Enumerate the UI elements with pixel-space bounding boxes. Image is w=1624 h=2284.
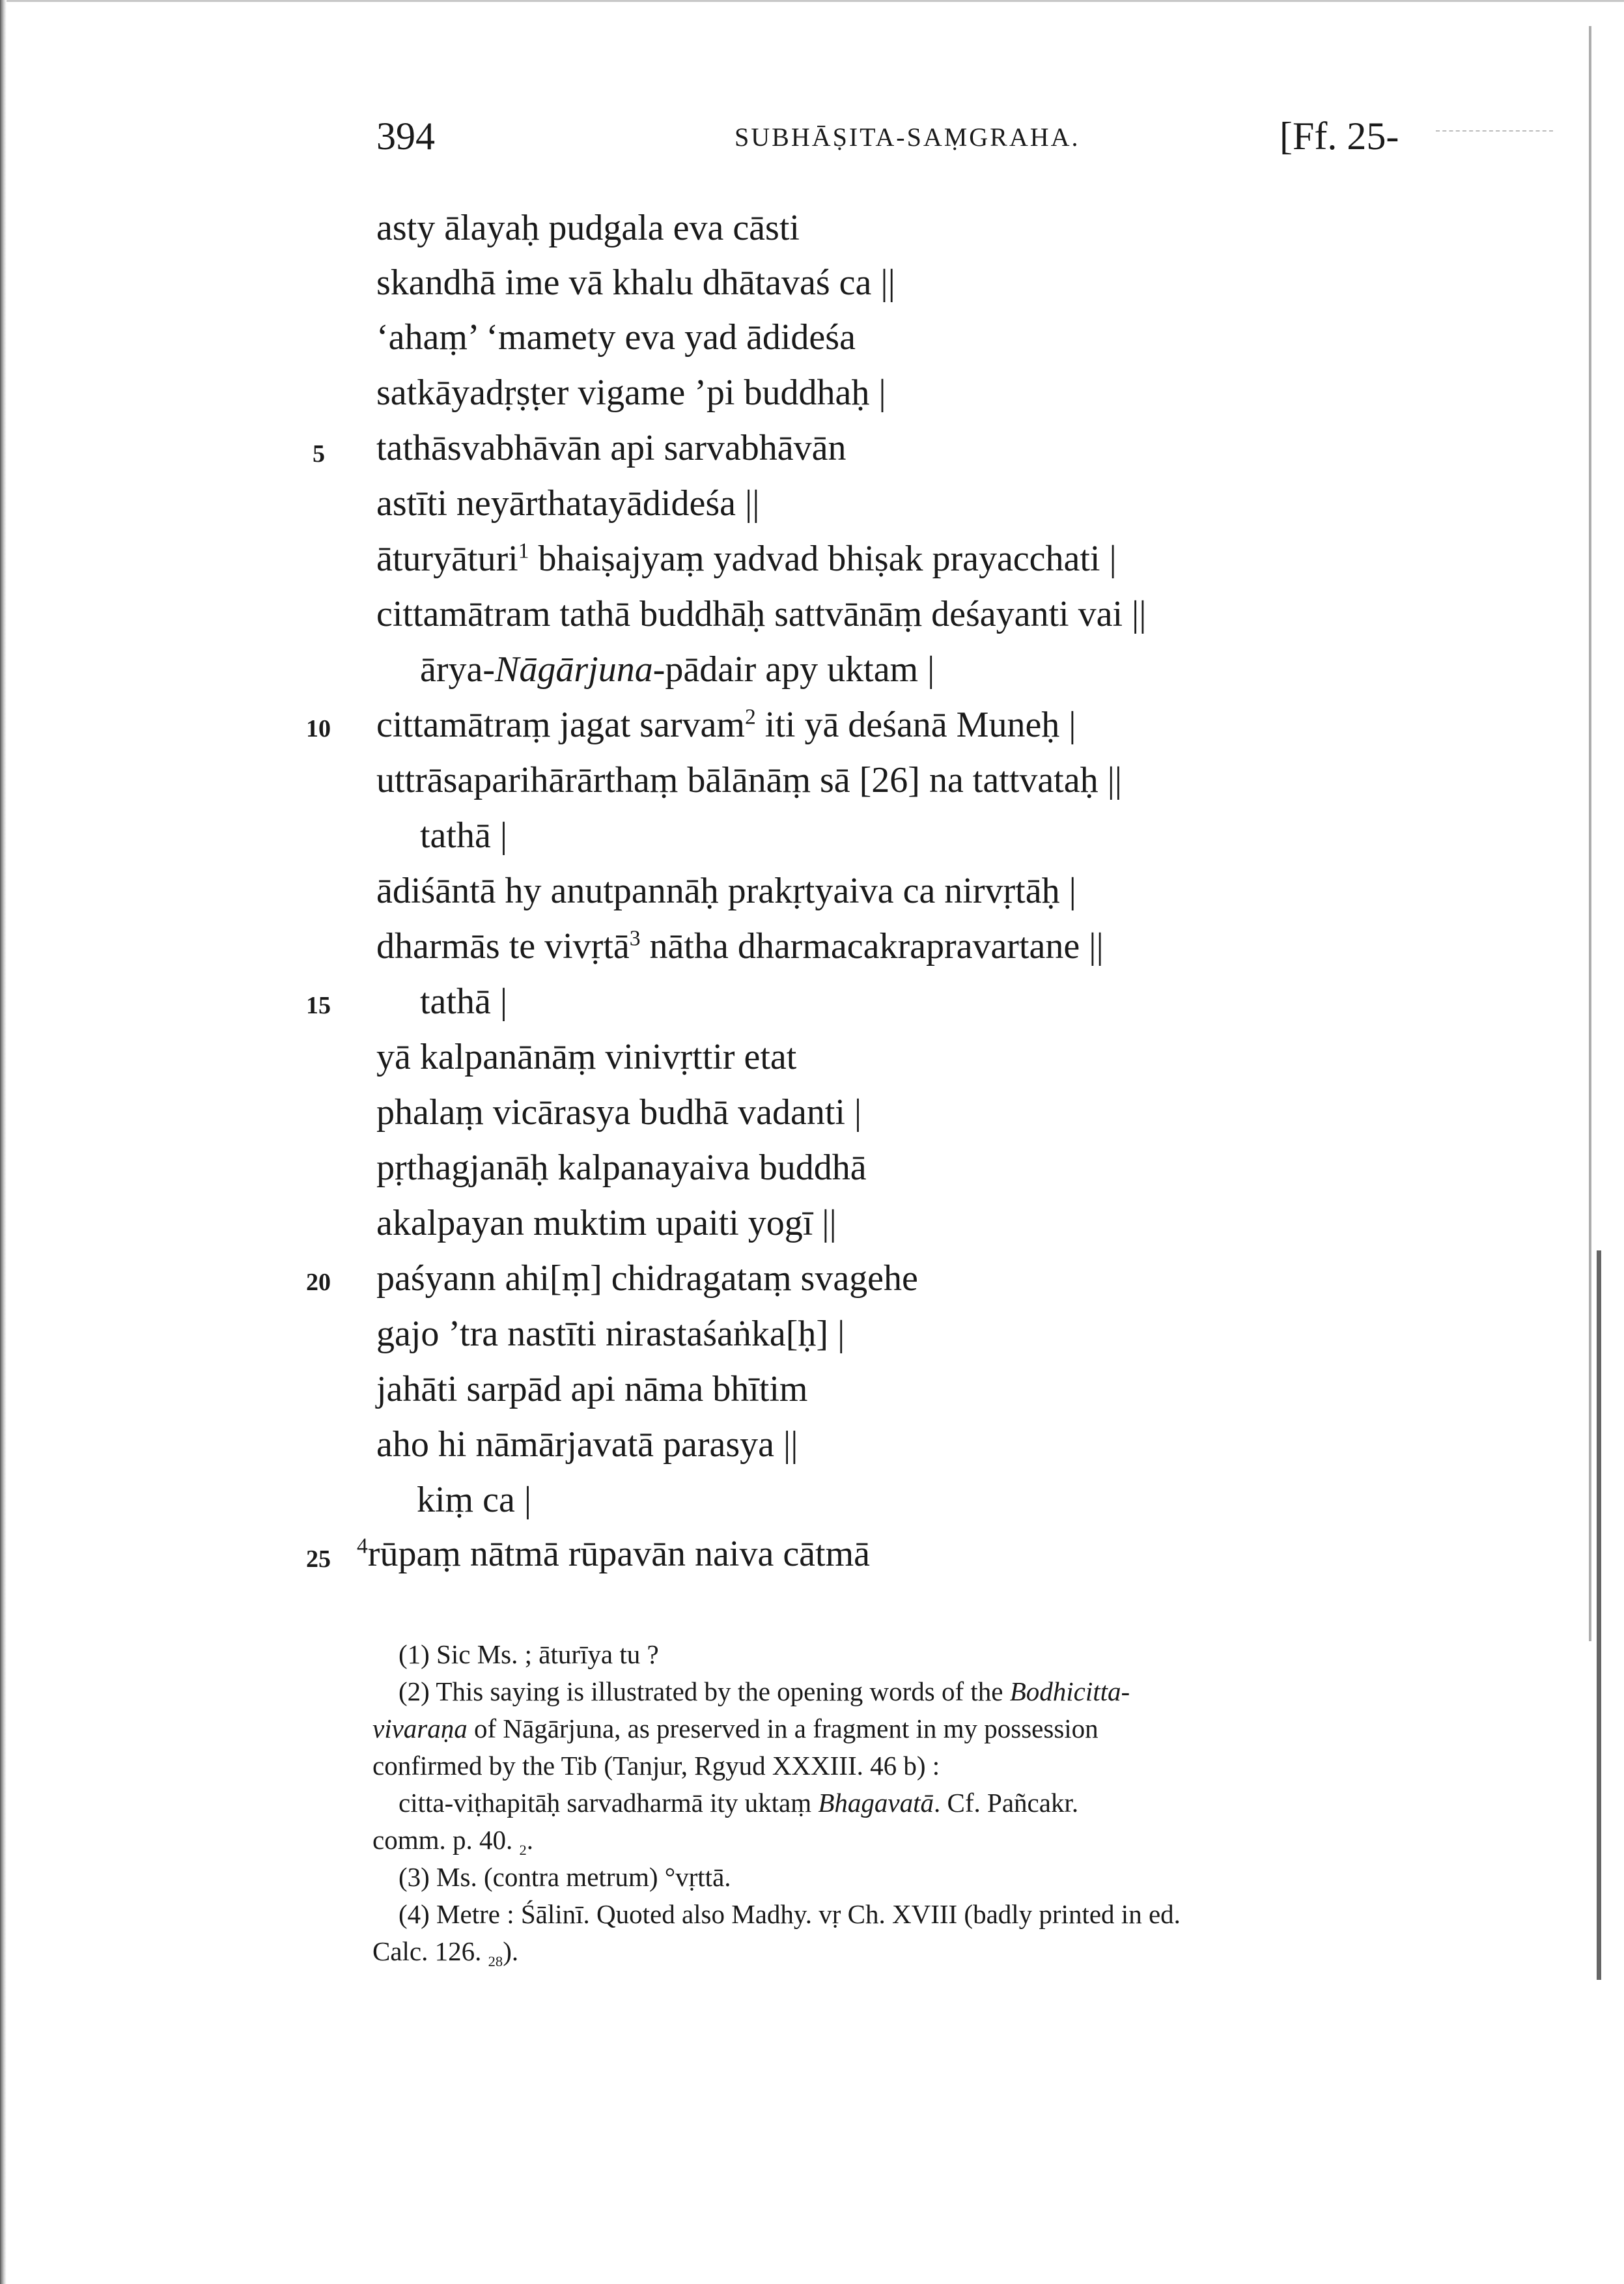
page-right-edge-line <box>1589 26 1591 1641</box>
verse-line <box>357 1536 870 1572</box>
verse-line: asty ālayaḥ pudgala eva cāsti <box>376 208 800 248</box>
footnote-text: (2) This saying is illustrated by the opening words of the <box>399 1676 1010 1706</box>
footnote-marker: 1 <box>518 539 529 563</box>
verse-segment: iti yā deśanā Muneḥ | <box>755 705 1076 745</box>
verse-line: yā kalpanānāṃ vinivṛttir etat <box>376 1037 797 1077</box>
verse-line: aho hi nāmārjavatā parasya || <box>376 1424 798 1465</box>
verse-line: astīti neyārthatayādideśa || <box>376 483 760 524</box>
verse-segment: nātha dharmacakrapravartane || <box>640 926 1104 966</box>
verse-line: paśyann ahi[ṃ] chidragataṃ svagehe <box>376 1258 918 1299</box>
footnote-text: ). <box>503 1936 519 1966</box>
footnote-title: vivaraṇa <box>372 1713 468 1743</box>
footnote-2-line-4 <box>399 1790 1078 1816</box>
footnote-text: comm. p. 40. <box>372 1825 520 1855</box>
verse-line <box>376 541 1117 577</box>
footnote-2-line-3: confirmed by the Tib (Tanjur, Rgyud XXXIII. 46 b) : <box>372 1751 940 1781</box>
footnote-marker: 3 <box>629 926 641 951</box>
verse-line: cittamātram tathā buddhāḥ sattvānāṃ deśayanti vai || <box>376 594 1147 634</box>
footnote-4-line-2 <box>372 1936 519 1970</box>
line-number: 15 <box>306 992 331 1019</box>
verse-line: tathā | <box>420 981 508 1022</box>
footnote-title: Bodhicitta- <box>1009 1676 1130 1706</box>
footnote-1: (1) Sic Ms. ; āturīya tu ? <box>399 1639 659 1669</box>
footnote-2-line-5 <box>372 1825 534 1859</box>
verse-segment: dharmās te vivṛtā <box>376 926 630 966</box>
header-dash-rule <box>1436 130 1553 132</box>
footnote-4-line-1: (4) Metre : Śālinī. Quoted also Madhy. vṛ Ch. XVIII (badly printed in ed. <box>399 1899 1181 1929</box>
verse-line: ādiśāntā hy anutpannāḥ prakṛtyaiva ca nirvṛtāḥ | <box>376 871 1076 911</box>
line-number: 10 <box>306 715 331 742</box>
verse-line: ‘ahaṃ’ ‘mamety eva yad ādideśa <box>376 317 856 358</box>
verse-segment: cittamātraṃ jagat sarvam <box>376 705 745 745</box>
footnote-text: . Cf. Pañcakr. <box>934 1788 1079 1818</box>
verse-line: satkāyadṛṣṭer vigame ’pi buddhaḥ | <box>376 373 886 413</box>
footnote-text: of Nāgārjuna, as preserved in a fragment in my possession <box>467 1713 1099 1743</box>
footnote-subscript: 2 <box>519 1842 527 1859</box>
verse-line <box>376 707 1076 743</box>
author-name: Nāgārjuna <box>495 649 653 690</box>
footnote-subscript: 28 <box>488 1953 503 1970</box>
footnote-3: (3) Ms. (contra metrum) °vṛttā. <box>399 1862 731 1892</box>
verse-line: tathāsvabhāvān api sarvabhāvān <box>376 428 847 468</box>
footnote-marker: 2 <box>744 705 756 729</box>
verse-line <box>376 928 1104 965</box>
verse-segment: āturyāturi <box>376 539 518 579</box>
footnote-title: Bhagavatā <box>818 1788 934 1818</box>
verse-line: skandhā ime vā khalu dhātavaś ca || <box>376 262 895 303</box>
footnote-text: Calc. 126. <box>372 1936 488 1966</box>
footnote-marker: 4 <box>357 1534 368 1558</box>
verse-line: kiṃ ca | <box>417 1480 532 1520</box>
page-left-edge-shadow <box>0 0 7 2284</box>
footnote-2-line-1 <box>399 1678 1130 1705</box>
verse-line: gajo ’tra nastīti nirastaśaṅka[ḥ] | <box>376 1314 845 1354</box>
verse-line: tathā | <box>420 815 508 856</box>
line-number: 20 <box>306 1269 331 1296</box>
verse-segment: bhaiṣajyaṃ yadvad bhiṣak prayacchati | <box>529 539 1117 579</box>
running-title: SUBHĀṢITA-SAṂGRAHA. <box>735 122 1080 152</box>
verse-line: uttrāsaparihārārthaṃ bālānāṃ sā [26] na tattvataḥ || <box>376 760 1123 800</box>
line-number: 25 <box>306 1545 331 1573</box>
page-number: 394 <box>376 115 435 158</box>
page-top-edge <box>0 0 1624 2</box>
verse-line: akalpayan muktim upaiti yogī || <box>376 1203 837 1243</box>
footnote-2-line-2 <box>372 1715 1099 1742</box>
footnote-text: . <box>526 1825 534 1855</box>
verse-line: pṛthagjanāḥ kalpanayaiva buddhā <box>376 1148 867 1188</box>
verse-line <box>420 651 934 688</box>
running-header <box>0 114 1624 160</box>
verse-segment: ārya- <box>420 649 496 690</box>
verse-line: phalaṃ vicārasya budhā vadanti | <box>376 1092 862 1133</box>
line-number: 5 <box>313 440 325 468</box>
verse-line: jahāti sarpād api nāma bhītim <box>376 1369 808 1409</box>
verse-segment: -pādair apy uktam | <box>652 649 935 690</box>
folio-reference: [Ff. 25- <box>1280 115 1399 158</box>
page-right-binding-line <box>1597 1250 1601 1980</box>
verse-segment: rūpaṃ nātmā rūpavān naiva cātmā <box>367 1534 870 1574</box>
footnote-text: citta-viṭhapitāḥ sarvadharmā ity uktaṃ <box>399 1788 819 1818</box>
